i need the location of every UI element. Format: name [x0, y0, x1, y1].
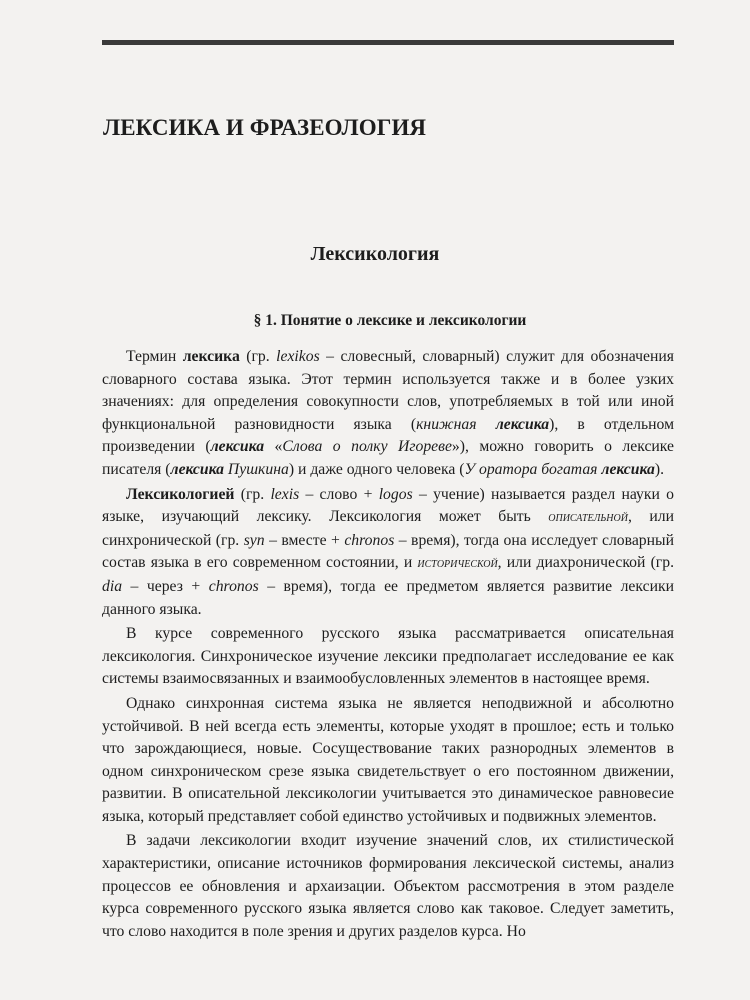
paragraph-title: § 1. Понятие о лексике и лексикологии: [253, 312, 527, 329]
text-run: – учение) называется раздел науки о языке, изучающий лексику. Лексикология может быть: [102, 485, 674, 526]
term-bold-italic: лексика: [170, 460, 224, 478]
text-run: – вместе +: [264, 531, 345, 549]
text-run: (гр.: [239, 348, 277, 365]
term-italic: lexis: [270, 485, 300, 503]
term-bold-italic: лексика: [210, 438, 265, 456]
text-run: – слово +: [299, 485, 379, 503]
paragraph-synchronic: Однако синхронная система языка не является неподвижной и абсолютно устойчивой. В ней всегда есть элементы, которые уходят в прошлое; есть и только что зарождающиеся, новые. Сосуществование таких разнородных элементов в одном синхроническом срезе языка свидетельствует о его постоянном движении, развитии. В описательной лексикологии учитывается это динамическое равновесие языка, который представляет собой единство устойчивых и подвижных элементов.: [102, 694, 674, 825]
text-run: , или диахронической (гр.: [497, 554, 674, 572]
term-small-caps: исторической: [417, 556, 498, 572]
text-run: Термин: [126, 348, 183, 365]
text-run: »), можно говорить о лексике писателя (: [102, 438, 674, 478]
section-title: Лексикология: [310, 243, 440, 265]
text-run: ), в отдельном произведении (: [102, 415, 674, 456]
term-small-caps: описательной: [548, 510, 628, 526]
term-italic: chronos: [208, 577, 259, 595]
text-run: , или синхронической (гр.: [102, 508, 675, 549]
term-italic: У оратора богатая: [464, 460, 602, 478]
text-run: ).: [654, 460, 665, 478]
term-bold-italic: лексика: [495, 415, 550, 433]
term-bold: Лексикологией: [126, 485, 235, 503]
text-run: – время), тогда она исследует словарный состав языка в его современном состоянии, и: [102, 531, 674, 572]
part-title: ЛЕКСИКА И ФРАЗЕОЛОГИЯ: [103, 115, 427, 140]
term-italic: syn: [243, 531, 265, 549]
term-italic: dia: [102, 577, 123, 595]
text-run: – время), тогда ее предметом является развитие лексики данного языка.: [102, 577, 674, 618]
text-run: «: [264, 438, 283, 456]
paragraph-lexika: [102, 346, 674, 482]
term-italic: chronos: [344, 531, 395, 549]
paragraph-leksikologiya: [102, 484, 674, 622]
text-run: – через +: [122, 577, 209, 595]
term-italic: lexikos: [276, 348, 320, 365]
paragraph-tasks: В задачи лексикологии входит изучение значений слов, их стилистической характеристики, описание источников формирования лексической системы, анализ процессов ее обновления и архаизации. Объектом рассмотрения в этом разделе курса современного русского языка является слово как таковое. Следует заметить, что слово находится в поле зрения и других разделов курса. Но: [102, 832, 674, 940]
term-italic: logos: [378, 485, 413, 503]
term-bold: лексика: [182, 348, 240, 365]
text-run: ) и даже одного человека (: [288, 460, 465, 478]
paragraph-descriptive: В курсе современного русского языка рассматривается описательная лексикология. Синхроническое изучение лексики предполагает исследование ее как системы взаимосвязанных и взаимообусловленных элементов в настоящее время.: [102, 625, 674, 688]
text-run: (гр.: [234, 485, 271, 503]
term-italic: Пушкина: [223, 460, 289, 478]
term-bold-italic: лексика: [601, 460, 655, 478]
term-italic: Слова о полку Игореве: [282, 438, 452, 456]
term-italic: книжная: [416, 415, 496, 433]
text-run: – словесный, словарный) служит для обозначения словарного состава языка. Этот термин используется также и в более узких значениях: для определения совокупности слов, употребляемых в той или иной функциональной разновидности языка (: [102, 348, 674, 433]
body-text: [102, 346, 674, 945]
header-rule: [102, 40, 674, 45]
